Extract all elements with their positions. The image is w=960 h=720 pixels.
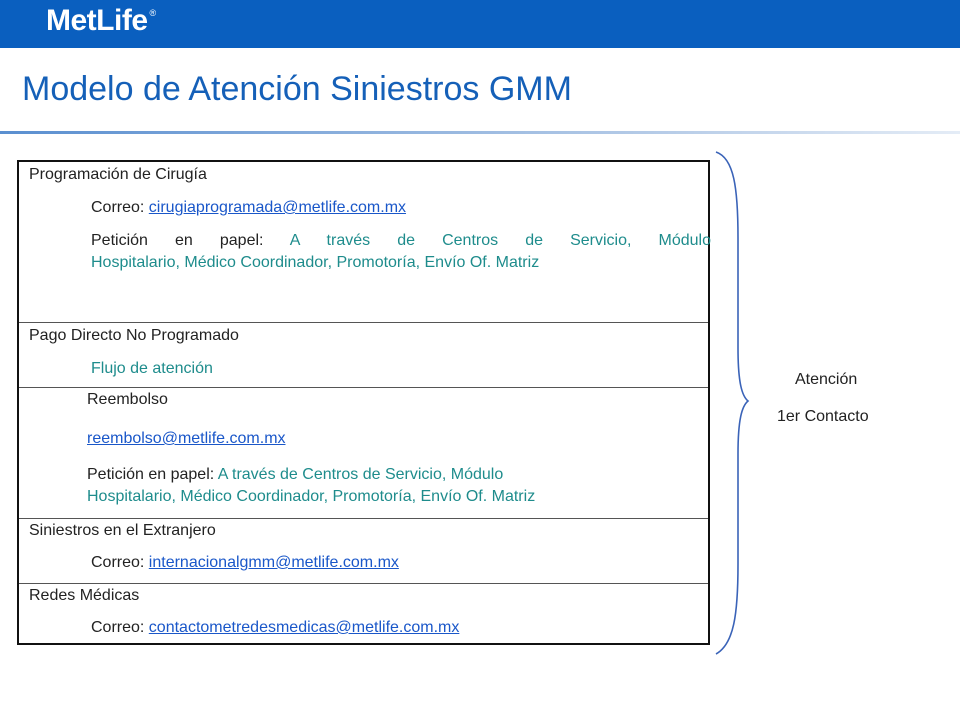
correo-row (91, 198, 406, 218)
email-link-reembolso[interactable]: reembolso@metlife.com.mx (87, 430, 286, 447)
peticion-text-1: A través de Centros de Servicio, Módulo (289, 232, 711, 249)
peticion-papel (87, 464, 707, 508)
email-link-extranjero[interactable]: internacionalgmm@metlife.com.mx (148, 554, 399, 571)
correo-label: Correo: (91, 199, 149, 216)
section-reembolso (19, 388, 708, 519)
page-title: Modelo de Atención Siniestros GMM (22, 70, 572, 108)
section-heading: Redes Médicas (29, 587, 140, 604)
brand-name: MetLife (46, 4, 148, 37)
peticion-text-2: Hospitalario, Médico Coordinador, Promotoría, Envío Of. Matriz (91, 254, 540, 271)
side-note-atencion: Atención (795, 371, 858, 388)
section-redes-medicas (19, 584, 708, 645)
metlife-logo (46, 4, 156, 38)
peticion-label: Petición en papel: (87, 466, 218, 483)
peticion-text-2: Hospitalario, Médico Coordinador, Promotoría, Envío Of. Matriz (87, 488, 536, 505)
section-extranjero (19, 519, 708, 584)
correo-label: Correo: (91, 554, 149, 571)
header-bar (0, 0, 960, 48)
claims-model-box (17, 160, 710, 645)
flujo-atencion-link[interactable]: Flujo de atención (91, 360, 213, 377)
correo-row (91, 618, 459, 638)
section-heading: Programación de Cirugía (29, 166, 207, 183)
section-heading: Pago Directo No Programado (29, 327, 239, 344)
section-pago-directo (19, 323, 708, 388)
registered-mark: ® (149, 8, 156, 18)
correo-row (91, 553, 399, 573)
side-note-primer-contacto: 1er Contacto (777, 408, 869, 425)
curly-brace-icon (712, 148, 752, 658)
section-programacion-cirugia (19, 162, 711, 323)
email-link-cirugia[interactable]: cirugiaprogramada@metlife.com.mx (148, 199, 407, 216)
correo-label: Correo: (91, 619, 149, 636)
peticion-label: Petición en papel: (91, 232, 290, 249)
section-heading: Siniestros en el Extranjero (29, 522, 216, 539)
title-divider (0, 131, 960, 134)
peticion-papel (91, 230, 711, 274)
peticion-line-1 (91, 230, 711, 252)
section-heading: Reembolso (87, 391, 168, 408)
email-link-redes[interactable]: contactometredesmedicas@metlife.com.mx (148, 619, 460, 636)
peticion-text-1: A través de Centros de Servicio, Módulo (217, 466, 504, 483)
